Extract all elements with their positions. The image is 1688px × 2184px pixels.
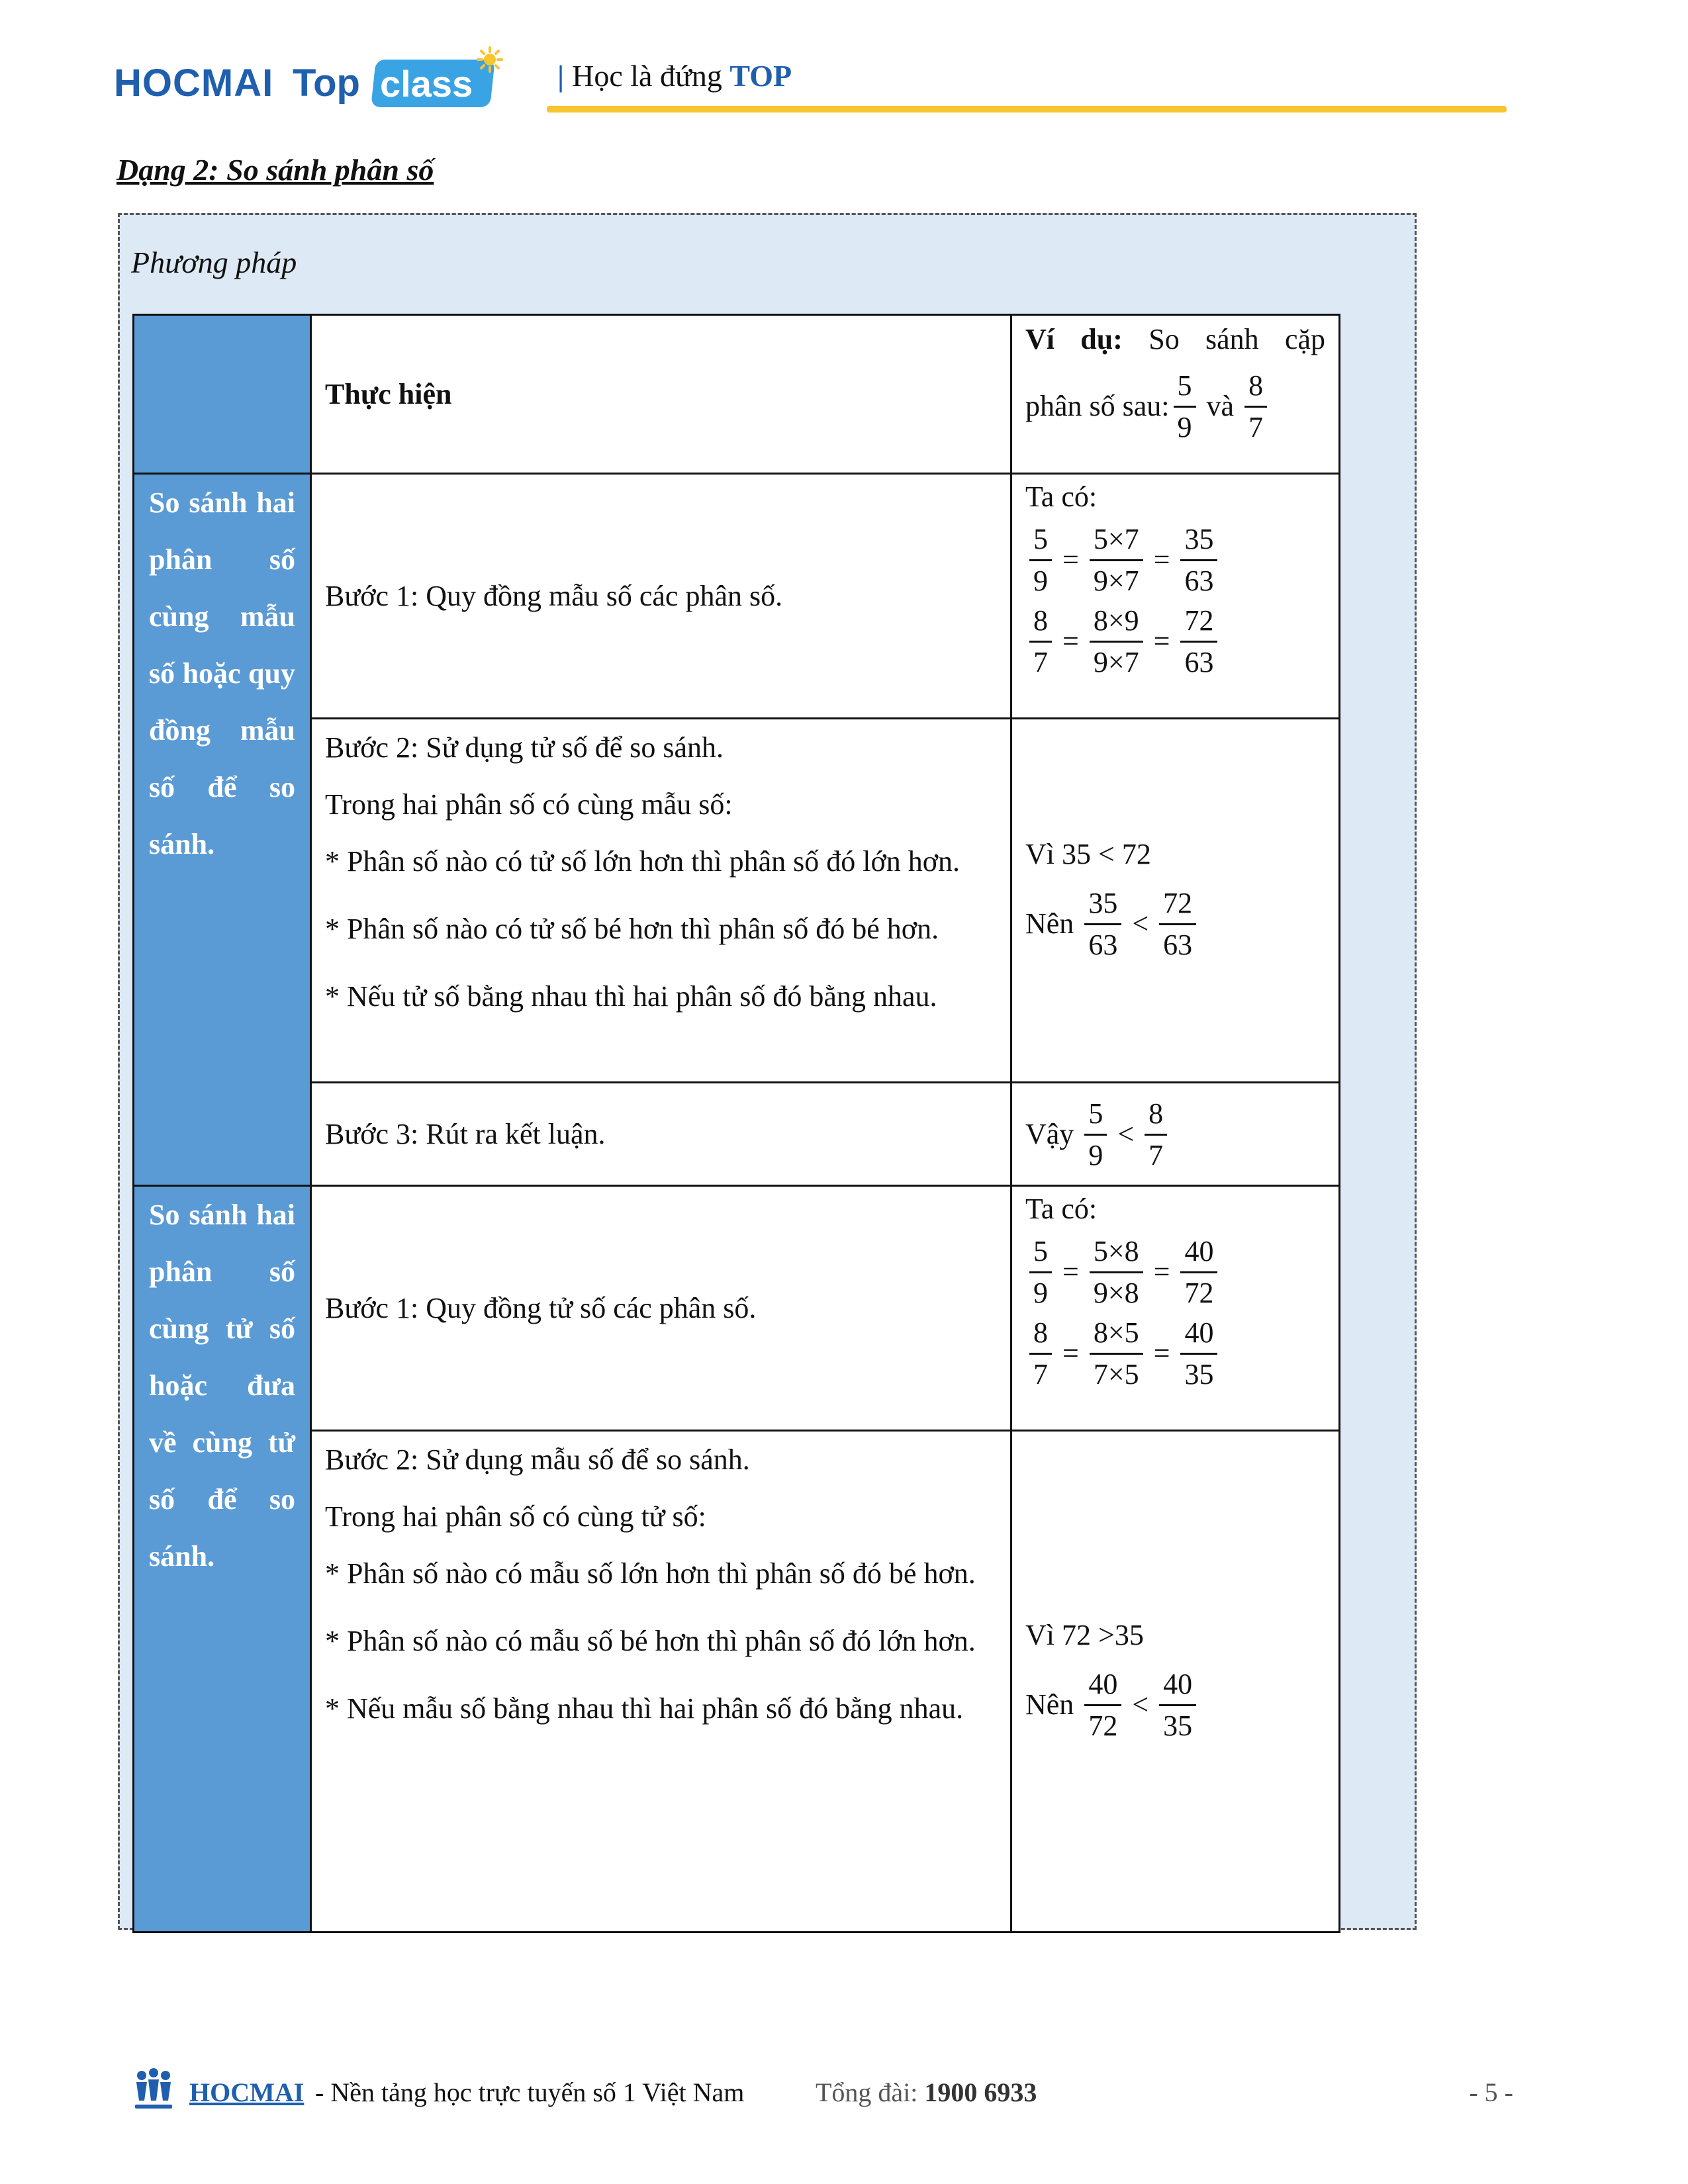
group1-step3-cell <box>311 1083 1011 1186</box>
group1-step3: Bước 3: Rút ra kết luận. <box>325 1117 606 1150</box>
group1-step2-bullet3: * Nếu tử số bằng nhau thì hai phân số đó bằng nhau. <box>325 980 937 1013</box>
math-line <box>1025 885 1325 962</box>
tagline-bar: | <box>557 59 565 93</box>
hotline-label: Tổng đài: <box>816 2077 918 2107</box>
table-row <box>134 719 1340 1083</box>
fraction <box>1159 885 1196 962</box>
hocmai-people-icon <box>130 2066 177 2114</box>
denominator: 72 <box>1184 1277 1214 1309</box>
numerator: 40 <box>1180 1314 1217 1355</box>
equals-sign: = <box>1062 543 1079 576</box>
fraction <box>1090 602 1143 680</box>
group2-step2-bullet2: * Phân số nào có mẫu số bé hơn thì phân số đó lớn hơn. <box>325 1625 976 1657</box>
less-than-sign: < <box>1132 907 1149 940</box>
math-line <box>1025 521 1325 598</box>
group1-step2-intro: Trong hai phân số có cùng mẫu số: <box>325 788 733 821</box>
fraction <box>1090 1233 1143 1310</box>
group1-ex1-cell <box>1011 474 1340 719</box>
fraction <box>1174 367 1196 445</box>
denominator: 63 <box>1088 929 1118 961</box>
hotline-number: 1900 6933 <box>924 2077 1037 2107</box>
denominator: 7 <box>1248 411 1264 443</box>
group2-step2-bullet3: * Nếu mẫu số bằng nhau thì hai phân số đó bằng nhau. <box>325 1692 964 1725</box>
equals-sign: = <box>1153 1255 1170 1288</box>
group2-step1-cell <box>311 1186 1011 1431</box>
fraction <box>1090 521 1143 598</box>
tagline-top: TOP <box>729 59 792 93</box>
numerator: 5×7 <box>1090 521 1143 561</box>
group2-ex2-cell <box>1011 1431 1340 1933</box>
footer-hotline <box>816 2077 1037 2108</box>
fraction <box>1084 1666 1121 1743</box>
page-number: - 5 - <box>1469 2077 1513 2107</box>
group2-ex2-because: Vì 72 >35 <box>1025 1619 1144 1651</box>
numerator: 8 <box>1145 1095 1167 1136</box>
denominator: 72 <box>1088 1709 1118 1742</box>
math-line <box>1025 1666 1325 1743</box>
group2-step2-intro: Trong hai phân số có cùng tử số: <box>325 1500 706 1533</box>
tagline <box>557 58 792 93</box>
method-label: Phương pháp <box>131 246 297 279</box>
group1-ex2-because: Vì 35 < 72 <box>1025 838 1151 870</box>
brand-top: Top <box>293 62 360 105</box>
so-text: Vậy <box>1025 1117 1074 1150</box>
sun-icon <box>477 46 503 73</box>
section-title: Dạng 2: So sánh phân số <box>117 153 434 187</box>
equals-sign: = <box>1153 1336 1170 1369</box>
fraction <box>1180 521 1217 598</box>
group1-ex2-cell <box>1011 719 1340 1083</box>
numerator: 8 <box>1029 1314 1052 1355</box>
example-line2-text: phân số sau: <box>1025 389 1170 422</box>
footer-slogan: - Nền tảng học trực tuyến số 1 Việt Nam <box>315 2077 745 2107</box>
denominator: 35 <box>1184 1358 1214 1390</box>
header-blank-cell <box>134 315 311 474</box>
denominator: 9 <box>1088 1139 1103 1171</box>
group1-step1-cell <box>311 474 1011 719</box>
denominator: 9×7 <box>1093 565 1139 597</box>
numerator: 5 <box>1029 1233 1052 1273</box>
denominator: 9 <box>1033 1277 1048 1309</box>
numerator: 8×5 <box>1090 1314 1143 1355</box>
group1-step1: Bước 1: Quy đồng mẫu số các phân số. <box>325 579 783 612</box>
denominator: 9 <box>1177 411 1192 443</box>
numerator: 72 <box>1159 885 1196 925</box>
footer-brand-link[interactable]: HOCMAI <box>189 2077 305 2107</box>
fraction <box>1084 1095 1107 1173</box>
group2-ex1-cell <box>1011 1186 1340 1431</box>
fraction <box>1159 1666 1196 1743</box>
less-than-sign: < <box>1132 1688 1149 1721</box>
brand-hocmai: HOCMAI <box>114 62 274 105</box>
numerator: 72 <box>1180 602 1217 643</box>
fraction <box>1090 1314 1143 1392</box>
so-text: Nên <box>1025 907 1074 940</box>
denominator: 9 <box>1033 565 1048 597</box>
numerator: 5 <box>1029 521 1052 561</box>
denominator: 63 <box>1163 929 1193 961</box>
numerator: 40 <box>1159 1666 1196 1706</box>
header-example-cell <box>1011 315 1340 474</box>
footer <box>130 2074 1513 2114</box>
table-header-row <box>134 315 1340 474</box>
math-line <box>1025 602 1325 680</box>
fraction <box>1180 1314 1217 1392</box>
group1-step2-cell <box>311 719 1011 1083</box>
header-action-label: Thực hiện <box>325 377 452 410</box>
less-than-sign: < <box>1117 1117 1135 1150</box>
fraction <box>1029 602 1052 680</box>
so-text: Nên <box>1025 1688 1074 1721</box>
denominator: 7 <box>1149 1139 1164 1171</box>
table-row <box>134 1083 1340 1186</box>
denominator: 35 <box>1163 1709 1193 1742</box>
fraction <box>1244 367 1267 445</box>
denominator: 63 <box>1184 646 1214 678</box>
header-action-cell <box>311 315 1011 474</box>
example-line1-text: So sánh cặp <box>1149 323 1326 355</box>
example-line-2 <box>1025 367 1325 445</box>
table-row <box>134 1186 1340 1431</box>
method-table <box>132 314 1340 1933</box>
fraction <box>1029 1233 1052 1310</box>
numerator: 8 <box>1244 367 1267 408</box>
group1-step2-title: Bước 2: Sử dụng tử số để so sánh. <box>325 731 724 764</box>
tagline-text: Học là đứng <box>572 59 722 93</box>
fraction <box>1180 602 1217 680</box>
equals-sign: = <box>1062 1336 1079 1369</box>
table-row <box>134 474 1340 719</box>
group1-label: So sánh hai phân số cùng mẫu số hoặc quy đồng mẫu số để so sánh. <box>134 474 311 1186</box>
group2-step2-bullet1: * Phân số nào có mẫu số lớn hơn thì phân số đó bé hơn. <box>325 1557 976 1590</box>
group1-ex1-intro: Ta có: <box>1025 480 1098 513</box>
denominator: 7 <box>1033 646 1048 678</box>
denominator: 9×7 <box>1093 646 1139 678</box>
group2-step1: Bước 1: Quy đồng tử số các phân số. <box>325 1291 757 1324</box>
conj-text: và <box>1206 389 1235 422</box>
denominator: 63 <box>1184 565 1214 597</box>
denominator: 9×8 <box>1093 1277 1139 1309</box>
group1-step2-bullet1: * Phân số nào có tử số lớn hơn thì phân số đó lớn hơn. <box>325 845 960 878</box>
numerator: 5 <box>1174 367 1196 408</box>
numerator: 8 <box>1029 602 1052 643</box>
fraction <box>1084 885 1121 962</box>
example-line-1 <box>1025 318 1325 361</box>
group2-step2-cell <box>311 1431 1011 1933</box>
fraction <box>1145 1095 1167 1173</box>
group2-label: So sánh hai phân số cùng tử số hoặc đưa về cùng tử số để so sánh. <box>134 1186 311 1933</box>
numerator: 5×8 <box>1090 1233 1143 1273</box>
fraction <box>1029 1314 1052 1392</box>
group1-ex3-cell <box>1011 1083 1340 1186</box>
numerator: 35 <box>1180 521 1217 561</box>
denominator: 7×5 <box>1093 1358 1139 1390</box>
math-line <box>1025 1095 1325 1173</box>
numerator: 8×9 <box>1090 602 1143 643</box>
numerator: 40 <box>1084 1666 1121 1706</box>
fraction <box>1029 521 1052 598</box>
numerator: 40 <box>1180 1233 1217 1273</box>
denominator: 7 <box>1033 1358 1048 1390</box>
math-line <box>1025 1233 1325 1310</box>
example-bold: Ví dụ: <box>1025 323 1123 355</box>
group1-step2-bullet2: * Phân số nào có tử số bé hơn thì phân số đó bé hơn. <box>325 913 939 945</box>
numerator: 5 <box>1084 1095 1107 1136</box>
equals-sign: = <box>1062 1255 1079 1288</box>
equals-sign: = <box>1062 624 1079 657</box>
math-line <box>1025 1314 1325 1392</box>
fraction <box>1180 1233 1217 1310</box>
table-row <box>134 1431 1340 1933</box>
brand-class: class <box>380 63 473 105</box>
equals-sign: = <box>1153 624 1170 657</box>
numerator: 35 <box>1084 885 1121 925</box>
equals-sign: = <box>1153 543 1170 576</box>
group2-ex1-intro: Ta có: <box>1025 1193 1098 1225</box>
header-divider <box>547 106 1507 113</box>
group2-step2-title: Bước 2: Sử dụng mẫu số để so sánh. <box>325 1443 750 1476</box>
